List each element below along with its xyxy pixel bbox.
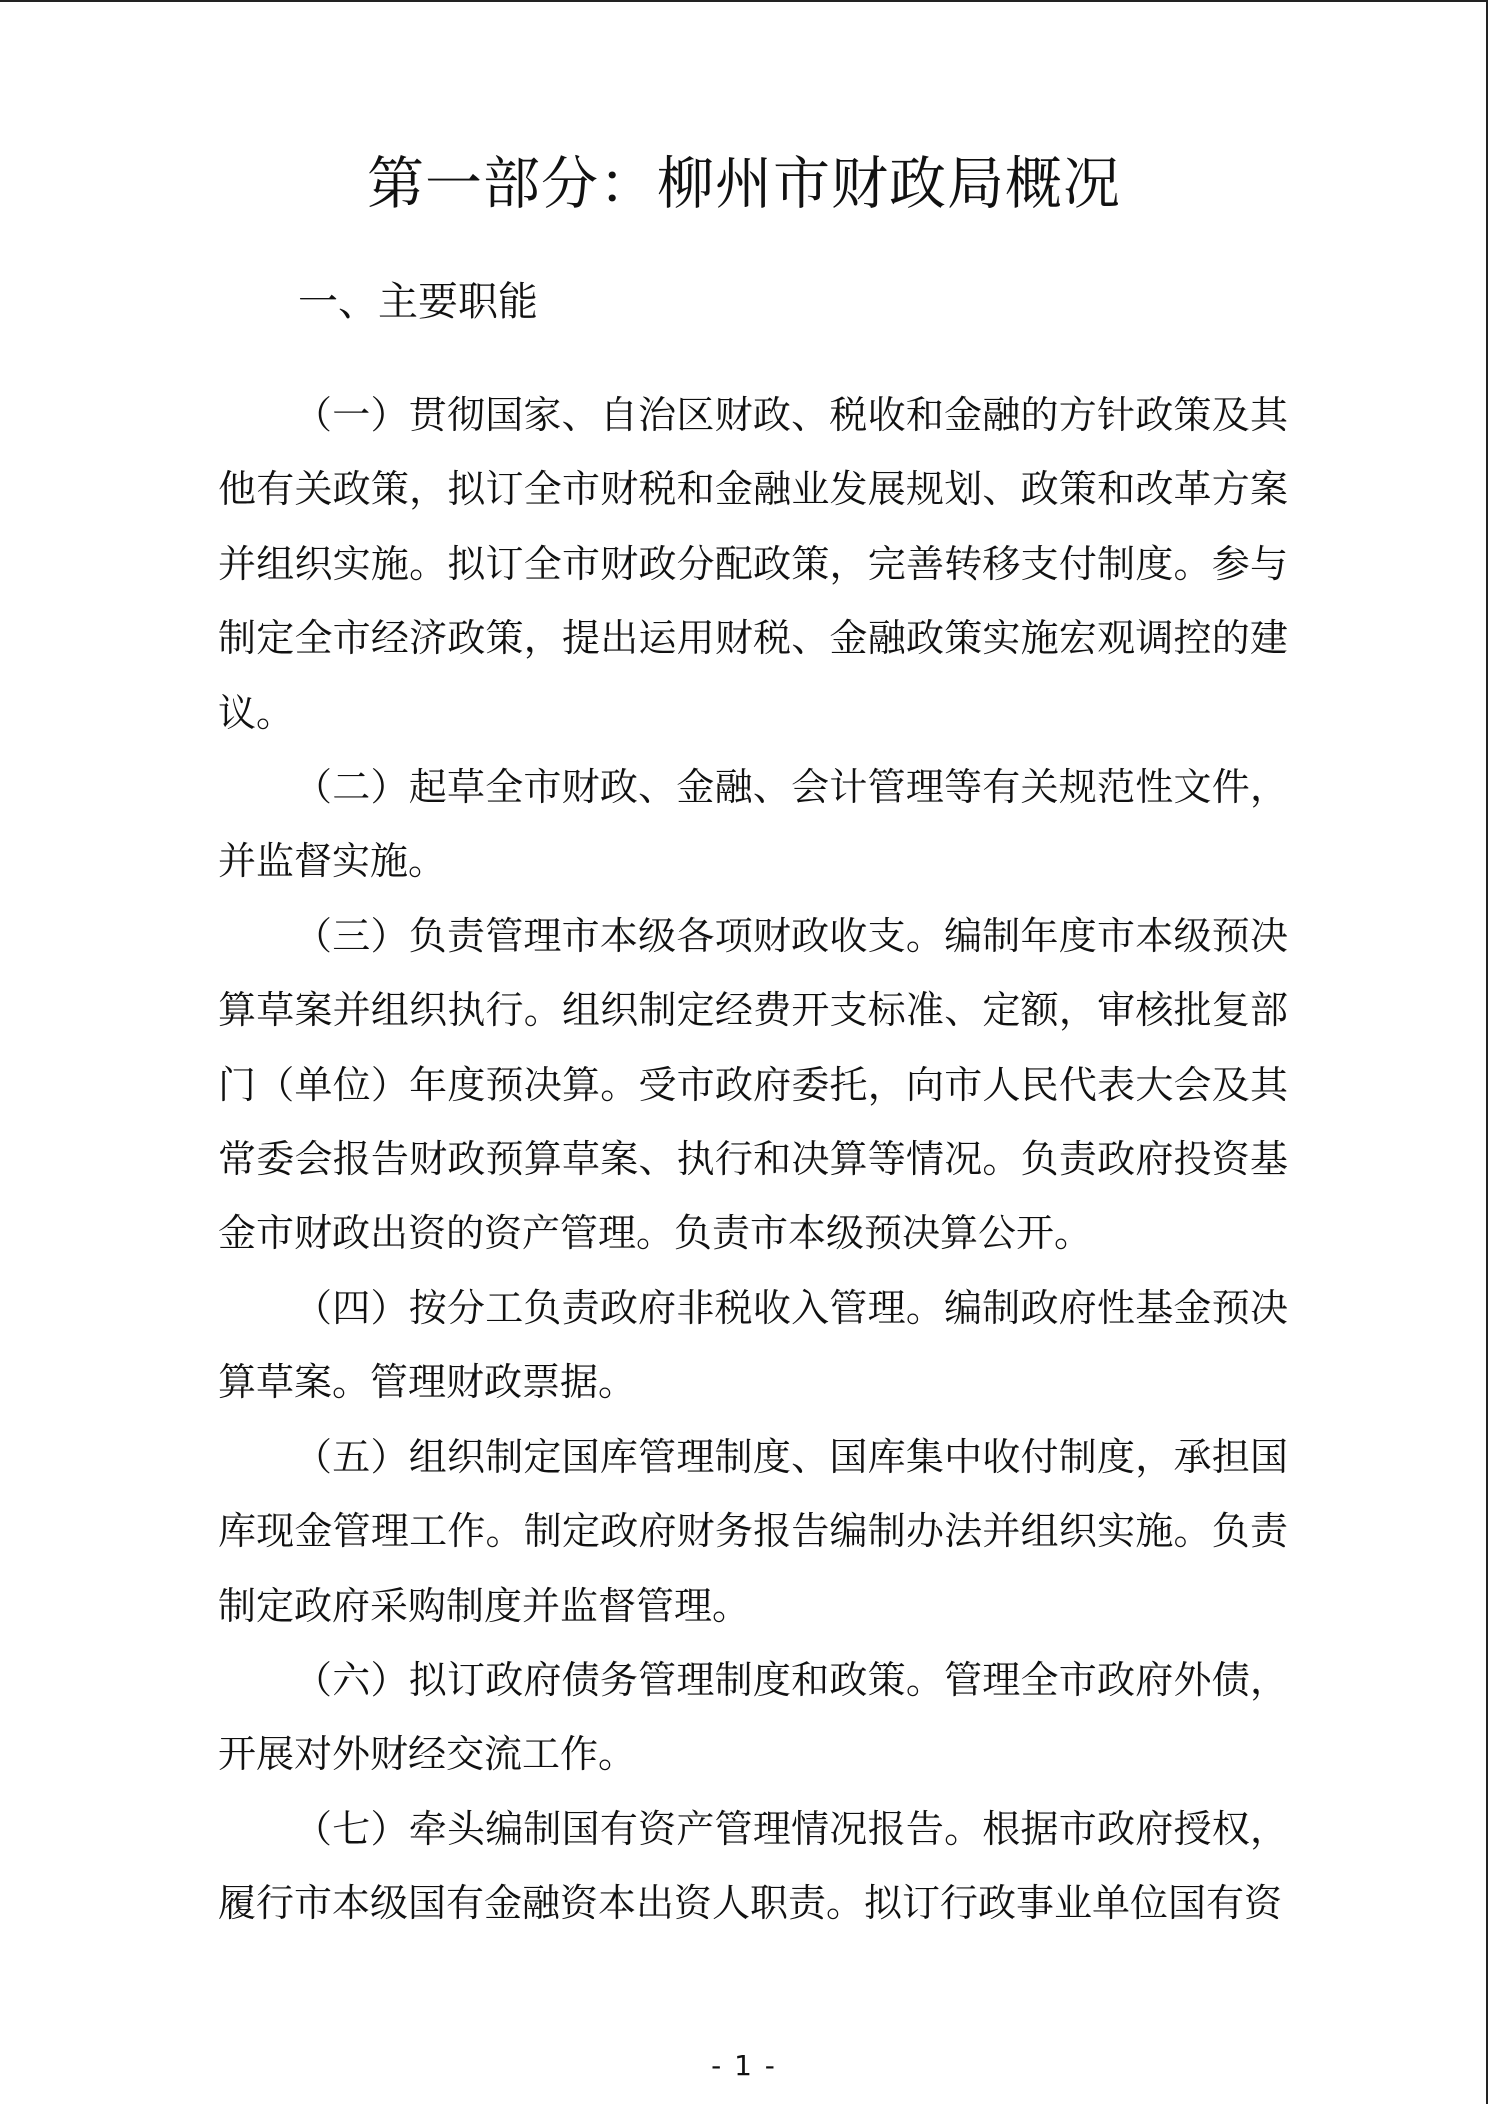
paragraph-4: （四）按分工负责政府非税收入管理。编制政府性基金预决算草案。管理财政票据。 bbox=[218, 1285, 1288, 1405]
paragraph-7: （七）牵头编制国有资产管理情况报告。根据市政府授权，履行市本级国有金融资本出资人职责。拟订行政事业单位国有资 bbox=[218, 1806, 1288, 1926]
paragraph-2: （二）起草全市财政、金融、会计管理等有关规范性文件，并监督实施。 bbox=[218, 765, 1288, 884]
page-number: - 1 - bbox=[711, 2049, 777, 2082]
paragraph-6: （六）拟订政府债务管理制度和政策。管理全市政府外债，开展对外财经交流工作。 bbox=[218, 1657, 1288, 1777]
paragraph-1: （一）贯彻国家、自治区财政、税收和金融的方针政策及其他有关政策，拟订全市财税和金融业发展规划、政策和改革方案并组织实施。拟订全市财政分配政策，完善转移支付制度。参与制定全市经济政策，提出运用财税、金融政策实施宏观调控的建议。 bbox=[218, 393, 1288, 735]
page-title: 第一部分：柳州市财政局概况 bbox=[367, 151, 1121, 217]
paragraph-5: （五）组织制定国库管理制度、国库集中收付制度，承担国库现金管理工作。制定政府财务报告编制办法并组织实施。负责制定政府采购制度并监督管理。 bbox=[218, 1434, 1288, 1628]
paragraph-3: （三）负责管理市本级各项财政收支。编制年度市本级预决算草案并组织执行。组织制定经费开支标准、定额，审核批复部门（单位）年度预决算。受市政府委托，向市人民代表大会及其常委会报告财政预算草案、执行和决算等情况。负责政府投资基金市财政出资的资产管理。负责市本级预决算公开。 bbox=[218, 913, 1288, 1256]
section-heading: 一、主要职能 bbox=[298, 279, 538, 325]
body-text bbox=[218, 378, 1288, 1941]
